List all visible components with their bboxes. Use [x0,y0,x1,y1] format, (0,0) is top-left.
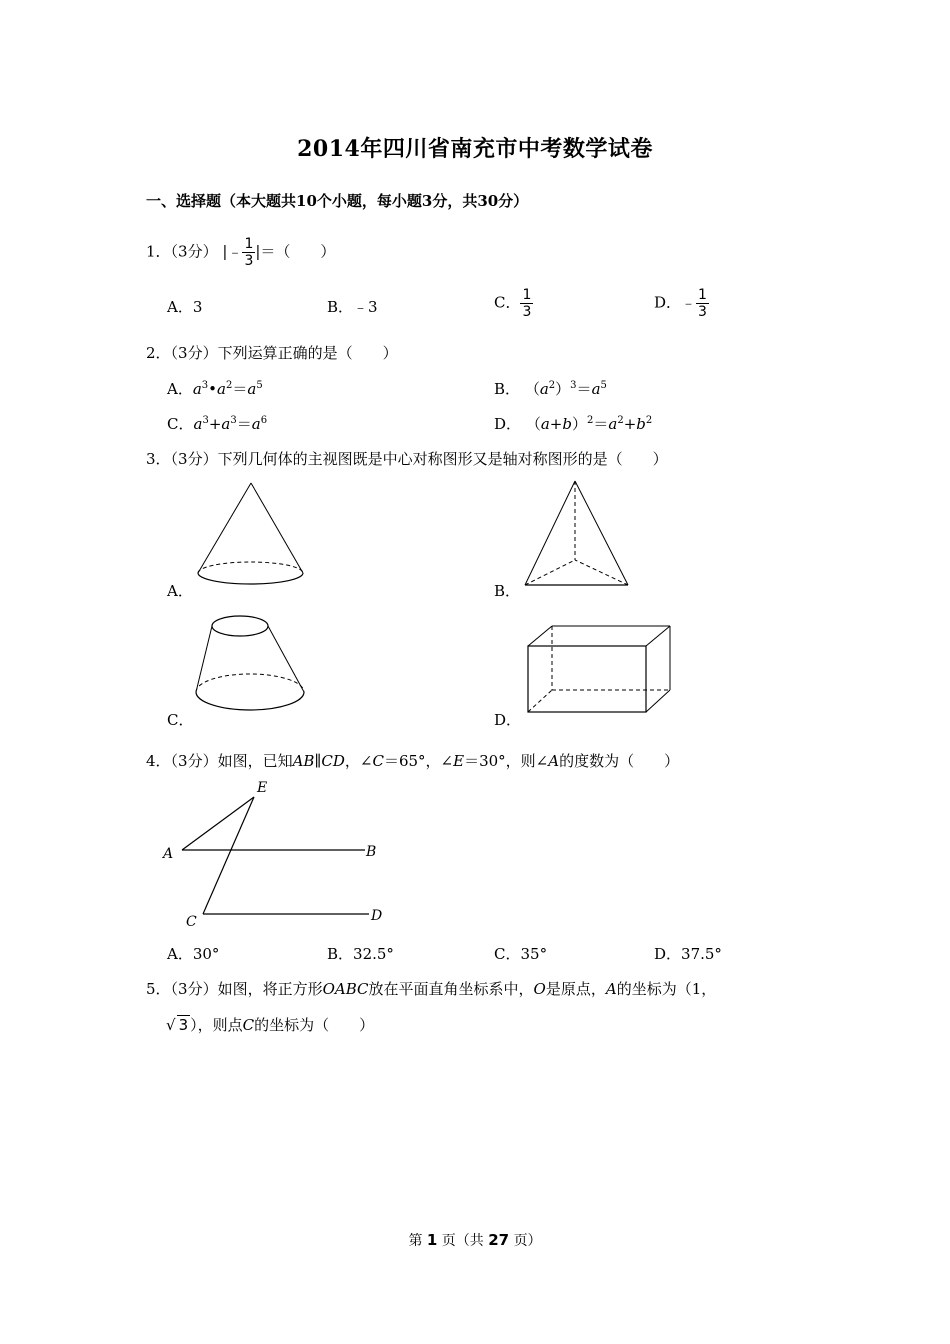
page-title: 2014年四川省南充市中考数学试卷 [297,136,653,162]
label-b: B [366,844,377,860]
q4-text: ，∠ [344,752,373,770]
q1-option-a: A．3 [167,298,203,316]
paren: （ [525,415,541,433]
q3-option-c: C． [167,711,194,729]
page-total: 27 [488,1231,510,1249]
q1-fraction [242,236,255,269]
q1-option-c [494,287,533,320]
exp: 5 [600,380,607,391]
var-a: a [540,415,550,433]
q5-text: 5．（3分）如图，将正方形 [146,980,323,998]
q1-minus: ﹣ [227,242,243,261]
page-number: 1 [426,1231,438,1249]
dot: • [208,380,218,398]
exp: 2 [617,415,624,426]
var-b: b [636,415,646,433]
exp: 3 [201,380,209,391]
exp: 3 [570,380,577,391]
segment-cd: CD [321,752,345,770]
frustum-figure [190,612,315,722]
square-oabc: OABC [322,980,369,998]
sqrt-radicand: 3 [178,1016,189,1034]
q1-tail: |＝（ ） [255,242,336,261]
q4-option-b: B．32.5° [327,945,394,963]
equals: ＝ [593,415,609,433]
q3-option-b: B． [494,582,521,600]
q2-b-label: B． [494,380,521,398]
q4-number: 4．（3分）如图，已知 [146,752,293,770]
q1-option-b: B．﹣3 [327,298,378,316]
label-a: A [163,846,174,862]
angle-c: C [372,752,384,770]
question-5-stem-line2 [166,1014,374,1035]
var-a: a [608,415,618,433]
paren: ） [571,415,587,433]
segment-ab: AB [292,752,315,770]
question-1-stem [146,236,335,269]
q1-option-d [654,287,709,320]
exp: 5 [256,380,263,391]
q1-abs-bar: | [222,242,228,261]
label-c: C [186,914,197,930]
q1-number: 1．（3分） [146,242,218,261]
paren: ） [555,380,571,398]
q1-option-d-label: D．﹣ [654,293,697,312]
q4-text: ＝65°，∠ [383,752,454,770]
q2-option-a [167,378,263,399]
question-5-stem-line1 [146,978,716,999]
q4-option-c: C．35° [494,945,548,963]
q4-option-d: D．37.5° [654,945,722,963]
exp: 3 [230,415,237,426]
exp: 6 [260,415,268,426]
section-heading: 一、选择题（本大题共10个小题，每小题3分，共30分） [146,192,529,210]
q4-tail: 的度数为（ ） [559,752,680,770]
equals: ＝ [232,380,248,398]
q5-text: ），则点 [190,1016,243,1034]
var-a: a [221,415,231,433]
question-4-stem [146,750,679,771]
exp: 2 [586,415,594,426]
q1-d-numerator: 1 [698,287,707,303]
var-a: a [591,380,601,398]
q1-d-denominator: 3 [698,304,707,320]
angle-e: E [453,752,465,770]
q2-option-c [167,413,267,434]
point-a: A [605,980,617,998]
q4-option-a: A．30° [167,945,220,963]
parallel-lines-figure [160,776,400,936]
plus: + [208,415,222,433]
parallel-sign: ∥ [314,752,322,770]
q1-frac-numerator: 1 [244,236,254,252]
var-b: b [562,415,572,433]
sqrt-three: √ 3 [166,1016,189,1034]
label-d: D [371,908,383,924]
page-footer [0,1230,950,1250]
equals: ＝ [576,380,592,398]
angle-a: A [548,752,560,770]
footer-text: 第 [408,1233,423,1249]
cone-figure [190,480,310,590]
q2-d-label: D． [494,415,522,433]
q2-option-b [494,378,607,399]
equals: ＝ [236,415,252,433]
exp: 2 [225,380,233,391]
q1-frac-denominator: 3 [244,253,254,269]
q5-text: 是原点， [545,980,606,998]
q2-c-label: C． [167,415,194,433]
cuboid-figure [522,622,677,717]
q5-tail: 的坐标为（ ） [254,1016,375,1034]
q1-c-numerator: 1 [522,287,532,303]
var-a: a [247,380,257,398]
pyramid-figure [520,478,635,593]
q1-option-c-fraction [520,287,533,320]
footer-text: 页） [513,1233,542,1249]
var-a: a [217,380,226,398]
q1-c-denominator: 3 [522,304,532,320]
exp: 2 [645,415,653,426]
q2-a-label: A． [167,380,193,398]
q5-text: 的坐标为（1， [616,980,717,998]
question-2-stem: 2．（3分）下列运算正确的是（ ） [146,344,398,362]
var-a: a [192,380,202,398]
exp: 2 [548,380,556,391]
plus: + [623,415,637,433]
q1-option-c-label: C． [494,293,521,312]
var-a: a [539,380,549,398]
var-a: a [251,415,261,433]
label-e: E [257,780,268,796]
point-c: C [242,1016,255,1034]
paren: （ [524,380,540,398]
q4-text: ＝30°，则∠ [464,752,549,770]
question-3-stem: 3．（3分）下列几何体的主视图既是中心对称图形又是轴对称图形的是（ ） [146,450,668,468]
q1-option-d-fraction [696,287,709,320]
q3-option-d: D． [494,711,522,729]
q2-option-d [494,413,652,434]
q5-text: 放在平面直角坐标系中， [368,980,534,998]
var-a: a [193,415,203,433]
exp: 3 [202,415,209,426]
plus: + [549,415,563,433]
point-o: O [533,980,546,998]
footer-text: 页（共 [441,1233,484,1249]
q3-option-a: A． [167,582,193,600]
